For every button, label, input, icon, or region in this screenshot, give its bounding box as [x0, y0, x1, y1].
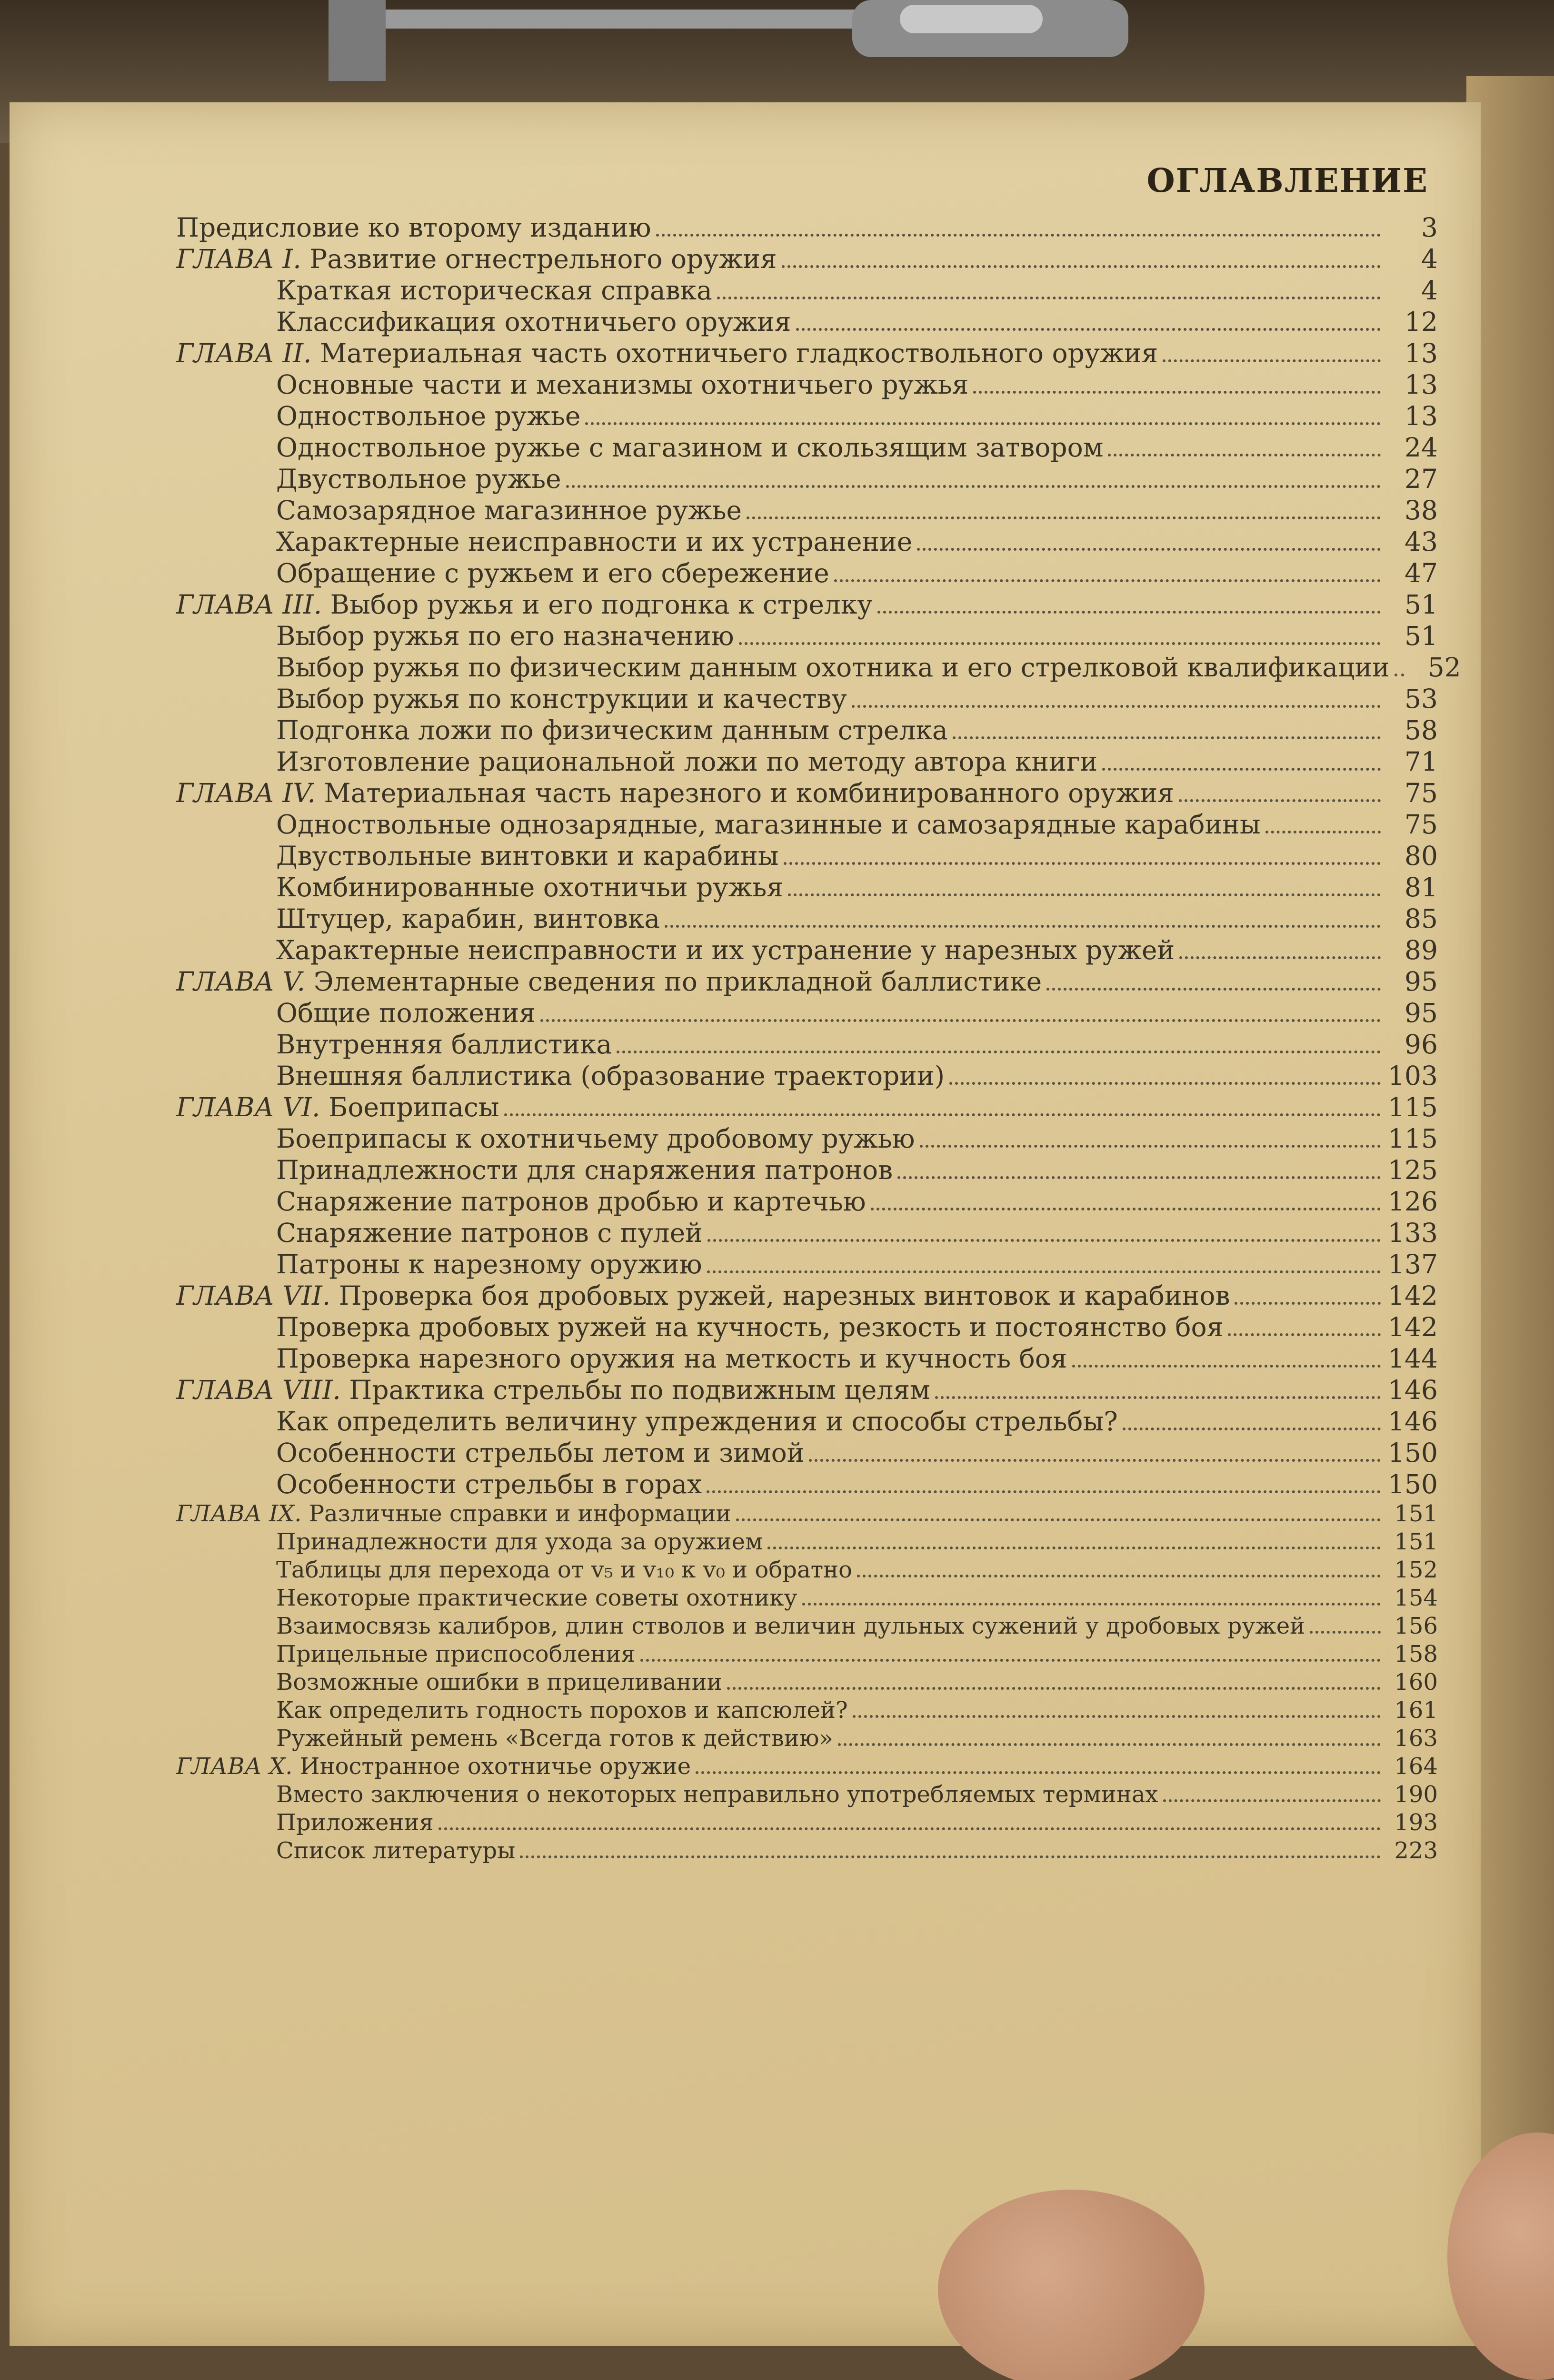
toc-section-row: [176, 1217, 1438, 1249]
toc-entry-label: [276, 1781, 1158, 1808]
toc-entry-label: [176, 1091, 499, 1123]
dot-leader: [739, 642, 1381, 645]
toc-section-row: [176, 997, 1438, 1029]
toc-entry-label: [276, 1437, 804, 1468]
toc-section-row: [176, 1029, 1438, 1060]
toc-page-number: 152: [1394, 1557, 1438, 1583]
toc-entry-title: Материальная часть нарезного и комбинированного оружия: [324, 778, 1174, 808]
dot-leader: [917, 548, 1381, 551]
chapter-number: ГЛАВА I.: [176, 244, 301, 274]
toc-entry-label: [276, 809, 1261, 840]
dot-leader: [1123, 1428, 1381, 1430]
toc-entry-label: [276, 1612, 1305, 1640]
dot-leader: [857, 1575, 1381, 1577]
toc-chapter-row: [176, 589, 1438, 620]
toc-entry-label: [176, 243, 777, 275]
dot-leader: [834, 579, 1381, 582]
toc-page-number: 146: [1388, 1406, 1438, 1437]
toc-page-number: 80: [1405, 841, 1438, 871]
toc-entry-label: [276, 714, 948, 746]
toc-page-number: 150: [1388, 1469, 1438, 1499]
toc-entry-title: Изготовление рациональной ложи по методу автора книги: [276, 746, 1098, 777]
toc-entry-title: Обращение с ружьем и его сбережение: [276, 558, 829, 588]
dot-leader: [707, 1270, 1381, 1273]
dot-leader: [1179, 956, 1381, 959]
toc-entry-title: Взаимосвязь калибров, длин стволов и величин дульных сужений у дробовых ружей: [276, 1613, 1305, 1639]
toc-entry-title: Материальная часть охотничьего гладкоствольного оружия: [319, 338, 1158, 368]
toc-page-number: 115: [1388, 1123, 1438, 1154]
toc-entry-label: [276, 1249, 702, 1280]
dot-leader: [585, 422, 1381, 425]
toc-section-row: [176, 526, 1438, 557]
toc-page-number: 146: [1388, 1375, 1438, 1405]
toc-page-number: 137: [1388, 1249, 1438, 1279]
toc-section-row: [176, 746, 1438, 777]
toc-entry-label: [276, 1696, 848, 1724]
toc-entry-title: Как определить годность порохов и капсюлей?: [276, 1697, 848, 1724]
toc-page-number: 81: [1405, 872, 1438, 902]
toc-entry-title: Приложения: [276, 1809, 434, 1836]
toc-section-row: [176, 903, 1438, 934]
toc-entry-label: [276, 1343, 1067, 1374]
toc-page-number: 58: [1405, 715, 1438, 745]
dot-leader: [897, 1176, 1381, 1179]
chapter-number: ГЛАВА III.: [176, 589, 322, 620]
toc-entry-label: [176, 1753, 691, 1780]
toc-entry-label: [276, 526, 912, 557]
toc-section-row: [176, 840, 1438, 872]
toc-section-row: [176, 1696, 1438, 1725]
toc-entry-title: Штуцер, карабин, винтовка: [276, 903, 660, 934]
toc-entry-title: Выбор ружья по его назначению: [276, 621, 734, 651]
toc-page-number: 75: [1405, 809, 1438, 840]
toc-page-number: 3: [1421, 212, 1438, 243]
toc-page-number: 38: [1405, 495, 1438, 526]
toc-page-number: 125: [1388, 1155, 1438, 1185]
dot-leader: [1163, 359, 1381, 362]
toc-entry-label: [276, 1060, 945, 1091]
toc-chapter-row: [176, 777, 1438, 809]
toc-page-number: 43: [1405, 526, 1438, 557]
toc-entry-label: [276, 495, 742, 526]
toc-section-row: [176, 1249, 1438, 1280]
toc-page-number: 89: [1405, 935, 1438, 965]
toc-entry-label: [276, 557, 829, 589]
toc-entry-title: Как определить величину упреждения и способы стрельбы?: [276, 1406, 1118, 1437]
toc-section-row: [176, 1528, 1438, 1556]
dot-leader: [782, 265, 1381, 268]
toc-entry-title: Выбор ружья по конструкции и качеству: [276, 684, 847, 714]
toc-entry-label: [276, 620, 734, 652]
toc-section-row: [176, 934, 1438, 966]
toc-entry-label: [276, 746, 1097, 777]
toc-entry-title: Проверка дробовых ружей на кучность, резкость и постоянство боя: [276, 1312, 1224, 1342]
toc-entry-title: Внешняя баллистика (образование траектории): [276, 1061, 945, 1091]
toc-entry-label: [276, 400, 580, 432]
toc-chapter-row: [176, 1753, 1438, 1781]
dot-leader: [871, 1208, 1381, 1210]
toc-entry-title: Предисловие ко второму изданию: [176, 212, 651, 243]
dot-leader: [1108, 454, 1381, 456]
dot-leader: [853, 1715, 1381, 1718]
toc-chapter-row: [176, 1280, 1438, 1311]
toc-section-row: [176, 872, 1438, 903]
toc-page-number: 95: [1405, 966, 1438, 997]
toc-page-number: 223: [1394, 1837, 1438, 1864]
toc-entry-title: Выбор ружья по физическим данным охотника и его стрелковой квалификации: [276, 652, 1390, 683]
toc-page-number: 47: [1405, 558, 1438, 588]
dot-leader: [877, 611, 1381, 614]
toc-entry-label: [276, 683, 847, 714]
toc-entry-label: [176, 777, 1174, 809]
dot-leader: [665, 925, 1381, 928]
toc-section-row: [176, 1343, 1438, 1374]
toc-section-row: [176, 369, 1438, 400]
dot-leader: [809, 1459, 1381, 1462]
toc-entry-label: [276, 1123, 915, 1154]
toc-chapter-row: [176, 1091, 1438, 1123]
toc-section-row: [176, 432, 1438, 463]
toc-section-row: [176, 1809, 1438, 1837]
chapter-number: ГЛАВА IX.: [176, 1500, 302, 1527]
table-of-contents: [176, 212, 1461, 1865]
toc-page-number: 13: [1405, 369, 1438, 400]
toc-entry-title: Одноствольное ружье с магазином и скользящим затвором: [276, 432, 1104, 463]
toc-entry-label: [276, 1029, 612, 1060]
toc-entry-label: [176, 1280, 1230, 1311]
dot-leader: [935, 1396, 1381, 1399]
dot-leader: [1310, 1631, 1381, 1634]
toc-section-row: [176, 557, 1438, 589]
toc-page-number: 154: [1394, 1585, 1438, 1611]
dot-leader: [1265, 831, 1381, 833]
toc-entry-title: Боеприпасы: [328, 1092, 499, 1122]
toc-section-row: [176, 1640, 1438, 1668]
toc-section-row: [176, 463, 1438, 495]
toc-entry-title: Краткая историческая справка: [276, 275, 712, 306]
chapter-number: ГЛАВА VI.: [176, 1092, 320, 1122]
finger-bottom: [938, 2190, 1205, 2380]
toc-page-number: 13: [1405, 401, 1438, 431]
toc-entry-label: [276, 463, 561, 495]
toc-page-number: 161: [1394, 1697, 1438, 1724]
toc-entry-title: Выбор ружья и его подгонка к стрелку: [330, 589, 873, 620]
toc-entry-label: [276, 432, 1103, 463]
toc-section-row: [176, 809, 1438, 840]
toc-page-number: 160: [1394, 1669, 1438, 1696]
toc-entry-label: [276, 1406, 1118, 1437]
toc-page-number: 13: [1405, 338, 1438, 368]
toc-page-number: 115: [1388, 1092, 1438, 1122]
toc-section-row: [176, 652, 1461, 683]
dot-leader: [1235, 1302, 1381, 1305]
dot-leader: [640, 1659, 1381, 1662]
toc-section-row: [176, 714, 1438, 746]
toc-page-number: 151: [1394, 1500, 1438, 1527]
chapter-number: ГЛАВА II.: [176, 338, 312, 368]
toc-entry-title: Одноствольное ружье: [276, 401, 581, 431]
toc-entry-label: [276, 306, 791, 337]
toc-entry-label: [276, 903, 660, 934]
toc-entry-label: [176, 966, 1042, 997]
dot-leader: [1102, 768, 1381, 771]
toc-page-number: 164: [1394, 1753, 1438, 1780]
chapter-number: ГЛАВА X.: [176, 1753, 293, 1780]
toc-entry-label: [276, 1217, 703, 1249]
toc-page-number: 103: [1388, 1061, 1438, 1091]
toc-entry-title: Двуствольное ружье: [276, 464, 561, 494]
toc-entry-label: [176, 337, 1158, 369]
toc-entry-label: [276, 1668, 722, 1696]
toc-page-number: 12: [1405, 307, 1438, 337]
toc-section-row: [176, 400, 1438, 432]
toc-page-number: 71: [1405, 746, 1438, 777]
dot-leader: [617, 1051, 1381, 1053]
toc-entry-title: Классификация охотничьего оружия: [276, 307, 791, 337]
toc-page-number: 52: [1427, 652, 1461, 683]
toc-entry-title: Подгонка ложи по физическим данным стрелка: [276, 715, 948, 745]
dot-leader: [973, 391, 1381, 394]
toc-section-row: [176, 683, 1438, 714]
toc-page-number: 142: [1388, 1280, 1438, 1311]
toc-entry-title: Список литературы: [276, 1837, 516, 1864]
toc-entry-title: Проверка нарезного оружия на меткость и кучность боя: [276, 1343, 1067, 1374]
toc-page-number: 24: [1405, 432, 1438, 463]
toc-section-row: [176, 1556, 1438, 1584]
toc-entry-title: Снаряжение патронов с пулей: [276, 1218, 703, 1248]
toc-page-number: 190: [1394, 1781, 1438, 1808]
toc-page-number: 150: [1388, 1438, 1438, 1468]
toc-page-number: 4: [1421, 244, 1438, 274]
toc-entry-label: [176, 212, 651, 243]
toc-page-number: 51: [1405, 621, 1438, 651]
toc-page-number: 133: [1388, 1218, 1438, 1248]
toc-entry-title: Одноствольные однозарядные, магазинные и самозарядные карабины: [276, 809, 1261, 840]
toc-entry-title: Практика стрельбы по подвижным целям: [349, 1375, 930, 1405]
toc-entry-label: [276, 1186, 866, 1217]
toc-entry-title: Особенности стрельбы летом и зимой: [276, 1438, 805, 1468]
toc-entry-title: Принадлежности для снаряжения патронов: [276, 1155, 893, 1185]
toc-entry-label: [276, 1725, 833, 1752]
toc-section-row: [176, 1437, 1438, 1468]
toc-entry-label: [176, 1500, 731, 1527]
toc-entry-label: [276, 840, 779, 872]
dot-leader: [767, 1547, 1381, 1549]
toc-entry-title: Самозарядное магазинное ружье: [276, 495, 742, 526]
toc-section-row: [176, 1123, 1438, 1154]
toc-entry-label: [276, 997, 536, 1029]
toc-entry-title: Элементарные сведения по прикладной баллистике: [313, 966, 1042, 997]
toc-entry-label: [276, 1584, 797, 1612]
toc-page-number: 96: [1405, 1029, 1438, 1060]
toc-page-number: 53: [1405, 684, 1438, 714]
toc-page-number: 151: [1394, 1528, 1438, 1555]
toc-page-number: 51: [1405, 589, 1438, 620]
toc-section-row: [176, 495, 1438, 526]
toc-chapter-row: [176, 212, 1438, 243]
toc-page-number: 193: [1394, 1809, 1438, 1836]
dot-leader: [1395, 674, 1404, 676]
toc-chapter-row: [176, 243, 1438, 275]
toc-entry-label: [276, 1528, 763, 1556]
page-title: ОГЛАВЛЕНИЕ: [1146, 162, 1428, 200]
toc-entry-title: Возможные ошибки в прицеливании: [276, 1669, 722, 1696]
toc-entry-label: [276, 1640, 636, 1668]
toc-section-row: [176, 620, 1438, 652]
toc-entry-label: [276, 872, 783, 903]
toc-entry-title: Прицельные приспособления: [276, 1641, 636, 1667]
toc-page-number: 158: [1394, 1641, 1438, 1667]
toc-entry-title: Ружейный ремень «Всегда готов к действию»: [276, 1725, 833, 1752]
dot-leader: [717, 297, 1381, 299]
toc-section-row: [176, 1584, 1438, 1612]
chapter-number: ГЛАВА V.: [176, 966, 306, 997]
dot-leader: [540, 1019, 1381, 1022]
toc-section-row: [176, 1781, 1438, 1809]
dot-leader: [438, 1827, 1381, 1830]
toc-chapter-row: [176, 1500, 1438, 1528]
dot-leader: [520, 1855, 1381, 1858]
toc-chapter-row: [176, 337, 1438, 369]
toc-entry-title: Проверка боя дробовых ружей, нарезных винтовок и карабинов: [339, 1280, 1230, 1311]
toc-entry-label: [176, 589, 873, 620]
dot-leader: [852, 705, 1381, 708]
toc-section-row: [176, 1154, 1438, 1186]
toc-entry-title: Двуствольные винтовки и карабины: [276, 841, 779, 871]
dot-leader: [796, 328, 1381, 331]
toc-entry-label: [276, 275, 712, 306]
dot-leader: [566, 485, 1381, 488]
toc-section-row: [176, 306, 1438, 337]
toc-entry-title: Характерные неисправности и их устранение у нарезных ружей: [276, 935, 1175, 965]
dot-leader: [1228, 1333, 1381, 1336]
toc-entry-label: [276, 369, 968, 400]
caliper-tool-image: [329, 0, 1128, 86]
dot-leader: [1179, 799, 1381, 802]
dot-leader: [707, 1239, 1381, 1242]
toc-entry-title: Основные части и механизмы охотничьего ружья: [276, 369, 969, 400]
dot-leader: [656, 234, 1381, 237]
toc-entry-label: [276, 1311, 1223, 1343]
toc-entry-title: Вместо заключения о некоторых неправильно употребляемых терминах: [276, 1781, 1158, 1808]
toc-entry-title: Иностранное охотничье оружие: [299, 1753, 691, 1780]
toc-section-row: [176, 1186, 1438, 1217]
dot-leader: [838, 1743, 1381, 1746]
toc-section-row: [176, 1668, 1438, 1696]
dot-leader: [707, 1490, 1381, 1493]
toc-section-row: [176, 1060, 1438, 1091]
toc-entry-title: Особенности стрельбы в горах: [276, 1469, 702, 1499]
toc-entry-label: [276, 1468, 702, 1500]
dot-leader: [802, 1603, 1381, 1606]
toc-entry-title: Внутренняя баллистика: [276, 1029, 612, 1060]
chapter-number: ГЛАВА VIII.: [176, 1375, 341, 1405]
dot-leader: [504, 1113, 1381, 1116]
toc-entry-title: Различные справки и информации: [309, 1500, 731, 1527]
toc-entry-title: Некоторые практические советы охотнику: [276, 1585, 797, 1611]
toc-page-number: 95: [1405, 998, 1438, 1028]
chapter-number: ГЛАВА IV.: [176, 778, 316, 808]
toc-section-row: [176, 1612, 1438, 1640]
toc-chapter-row: [176, 1374, 1438, 1406]
toc-page-number: 163: [1394, 1725, 1438, 1752]
dot-leader: [788, 893, 1381, 896]
toc-page-number: 144: [1388, 1343, 1438, 1374]
toc-entry-title: Боеприпасы к охотничьему дробовому ружью: [276, 1123, 915, 1154]
toc-entry-label: [276, 1556, 852, 1584]
toc-chapter-row: [176, 966, 1438, 997]
dot-leader: [784, 862, 1381, 865]
toc-page-number: 75: [1405, 778, 1438, 808]
toc-entry-label: [276, 652, 1390, 683]
toc-entry-label: [276, 934, 1175, 966]
dot-leader: [696, 1771, 1381, 1774]
toc-entry-label: [276, 1154, 893, 1186]
toc-entry-title: Снаряжение патронов дробью и картечью: [276, 1186, 866, 1217]
toc-entry-label: [276, 1837, 515, 1864]
toc-entry-title: Развитие огнестрельного оружия: [309, 244, 777, 274]
toc-page-number: 142: [1388, 1312, 1438, 1342]
dot-leader: [1046, 988, 1381, 991]
toc-entry-title: Характерные неисправности и их устранение: [276, 526, 913, 557]
toc-entry-label: [176, 1374, 930, 1406]
toc-page-number: 126: [1388, 1186, 1438, 1217]
toc-page-number: 85: [1405, 903, 1438, 934]
toc-section-row: [176, 275, 1438, 306]
chapter-number: ГЛАВА VII.: [176, 1280, 331, 1311]
toc-section-row: [176, 1725, 1438, 1753]
toc-entry-title: Комбинированные охотничьи ружья: [276, 872, 783, 902]
toc-entry-title: Таблицы для перехода от v₅ и v₁₀ к v₀ и обратно: [276, 1557, 853, 1583]
dot-leader: [1072, 1365, 1381, 1368]
dot-leader: [953, 736, 1381, 739]
dot-leader: [949, 1082, 1381, 1085]
dot-leader: [1163, 1799, 1381, 1802]
toc-section-row: [176, 1468, 1438, 1500]
toc-section-row: [176, 1406, 1438, 1437]
toc-entry-title: Патроны к нарезному оружию: [276, 1249, 702, 1279]
dot-leader: [736, 1518, 1381, 1521]
toc-page-number: 156: [1394, 1613, 1438, 1639]
dot-leader: [747, 516, 1381, 519]
dot-leader: [727, 1687, 1381, 1690]
toc-section-row: [176, 1837, 1438, 1865]
toc-entry-title: Общие положения: [276, 998, 536, 1028]
toc-entry-label: [276, 1809, 434, 1836]
toc-page-number: 4: [1421, 275, 1438, 306]
toc-section-row: [176, 1311, 1438, 1343]
toc-entry-title: Принадлежности для ухода за оружием: [276, 1528, 763, 1555]
toc-page-number: 27: [1405, 464, 1438, 494]
dot-leader: [920, 1145, 1381, 1148]
